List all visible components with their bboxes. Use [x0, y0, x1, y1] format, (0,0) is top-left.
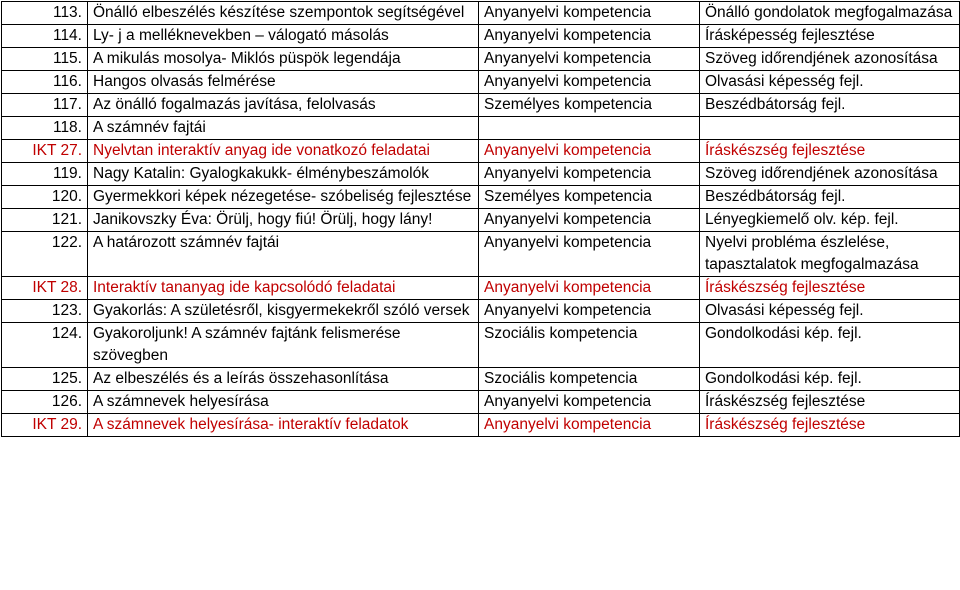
competence-cell: Szociális kompetencia: [479, 368, 700, 391]
table-row: [2, 71, 960, 94]
lesson-number-cell: 126.: [2, 391, 88, 414]
lesson-title-cell: Az elbeszélés és a leírás összehasonlítása: [88, 368, 479, 391]
lesson-number-cell: IKT 28.: [2, 277, 88, 300]
table-row: [2, 186, 960, 209]
lesson-title-cell: A mikulás mosolya- Miklós püspök legendája: [88, 48, 479, 71]
ikt-table-row: [2, 277, 960, 300]
competence-cell: Anyanyelvi kompetencia: [479, 71, 700, 94]
lesson-title-cell: Gyakoroljunk! A számnév fajtánk felismerése szövegben: [88, 323, 479, 368]
development-goal-cell: [700, 117, 960, 140]
competence-cell: Anyanyelvi kompetencia: [479, 2, 700, 25]
lesson-title-cell: Ly- j a melléknevekben – válogató másolás: [88, 25, 479, 48]
lesson-title-cell: Nyelvtan interaktív anyag ide vonatkozó feladatai: [88, 140, 479, 163]
lesson-title-cell: Gyakorlás: A születésről, kisgyermekekről szóló versek: [88, 300, 479, 323]
lesson-number-cell: IKT 27.: [2, 140, 88, 163]
competence-cell: Anyanyelvi kompetencia: [479, 48, 700, 71]
lesson-number-cell: 122.: [2, 232, 88, 277]
lesson-number-cell: 115.: [2, 48, 88, 71]
table-row: [2, 117, 960, 140]
lesson-title-cell: Gyermekkori képek nézegetése- szóbeliség fejlesztése: [88, 186, 479, 209]
lesson-number-cell: 121.: [2, 209, 88, 232]
lesson-number-cell: 116.: [2, 71, 88, 94]
competence-cell: Személyes kompetencia: [479, 186, 700, 209]
lesson-title-cell: A számnevek helyesírása: [88, 391, 479, 414]
lesson-number-cell: 114.: [2, 25, 88, 48]
ikt-table-row: [2, 140, 960, 163]
competence-cell: Személyes kompetencia: [479, 94, 700, 117]
development-goal-cell: Íráskészség fejlesztése: [700, 391, 960, 414]
lesson-title-cell: Önálló elbeszélés készítése szempontok segítségével: [88, 2, 479, 25]
table-row: [2, 300, 960, 323]
lesson-number-cell: 119.: [2, 163, 88, 186]
development-goal-cell: Íráskészség fejlesztése: [700, 140, 960, 163]
development-goal-cell: Írásképesség fejlesztése: [700, 25, 960, 48]
table-row: [2, 94, 960, 117]
development-goal-cell: Gondolkodási kép. fejl.: [700, 323, 960, 368]
competence-cell: Anyanyelvi kompetencia: [479, 140, 700, 163]
lesson-title-cell: A határozott számnév fajtái: [88, 232, 479, 277]
lesson-number-cell: 118.: [2, 117, 88, 140]
lesson-title-cell: Hangos olvasás felmérése: [88, 71, 479, 94]
lesson-number-cell: 117.: [2, 94, 88, 117]
lesson-number-cell: 125.: [2, 368, 88, 391]
competence-cell: Anyanyelvi kompetencia: [479, 163, 700, 186]
competence-cell: Anyanyelvi kompetencia: [479, 25, 700, 48]
ikt-table-row: [2, 414, 960, 437]
development-goal-cell: Íráskészség fejlesztése: [700, 414, 960, 437]
table-row: [2, 48, 960, 71]
lesson-title-cell: Interaktív tananyag ide kapcsolódó feladatai: [88, 277, 479, 300]
competence-cell: Anyanyelvi kompetencia: [479, 277, 700, 300]
competence-cell: Anyanyelvi kompetencia: [479, 414, 700, 437]
table-row: [2, 2, 960, 25]
table-row: [2, 163, 960, 186]
development-goal-cell: Szöveg időrendjének azonosítása: [700, 48, 960, 71]
competence-cell: [479, 117, 700, 140]
lesson-title-cell: Janikovszky Éva: Örülj, hogy fiú! Örülj, hogy lány!: [88, 209, 479, 232]
competence-cell: Anyanyelvi kompetencia: [479, 391, 700, 414]
development-goal-cell: Önálló gondolatok megfogalmazása: [700, 2, 960, 25]
table-row: [2, 323, 960, 368]
table-row: [2, 368, 960, 391]
lesson-number-cell: 113.: [2, 2, 88, 25]
lesson-number-cell: 123.: [2, 300, 88, 323]
table-row: [2, 232, 960, 277]
lesson-number-cell: 124.: [2, 323, 88, 368]
table-row: [2, 209, 960, 232]
development-goal-cell: Olvasási képesség fejl.: [700, 300, 960, 323]
lesson-number-cell: IKT 29.: [2, 414, 88, 437]
competence-cell: Anyanyelvi kompetencia: [479, 232, 700, 277]
lesson-plan-table: [1, 1, 960, 437]
competence-cell: Anyanyelvi kompetencia: [479, 209, 700, 232]
lesson-title-cell: Az önálló fogalmazás javítása, felolvasás: [88, 94, 479, 117]
development-goal-cell: Gondolkodási kép. fejl.: [700, 368, 960, 391]
lesson-number-cell: 120.: [2, 186, 88, 209]
table-body: [2, 2, 960, 437]
development-goal-cell: Nyelvi probléma észlelése, tapasztalatok megfogalmazása: [700, 232, 960, 277]
development-goal-cell: Íráskészség fejlesztése: [700, 277, 960, 300]
development-goal-cell: Beszédbátorság fejl.: [700, 94, 960, 117]
development-goal-cell: Szöveg időrendjének azonosítása: [700, 163, 960, 186]
lesson-title-cell: A számnév fajtái: [88, 117, 479, 140]
lesson-title-cell: Nagy Katalin: Gyalogkakukk- élménybeszámolók: [88, 163, 479, 186]
development-goal-cell: Olvasási képesség fejl.: [700, 71, 960, 94]
competence-cell: Szociális kompetencia: [479, 323, 700, 368]
table-row: [2, 25, 960, 48]
lesson-title-cell: A számnevek helyesírása- interaktív feladatok: [88, 414, 479, 437]
development-goal-cell: Beszédbátorság fejl.: [700, 186, 960, 209]
development-goal-cell: Lényegkiemelő olv. kép. fejl.: [700, 209, 960, 232]
competence-cell: Anyanyelvi kompetencia: [479, 300, 700, 323]
table-row: [2, 391, 960, 414]
